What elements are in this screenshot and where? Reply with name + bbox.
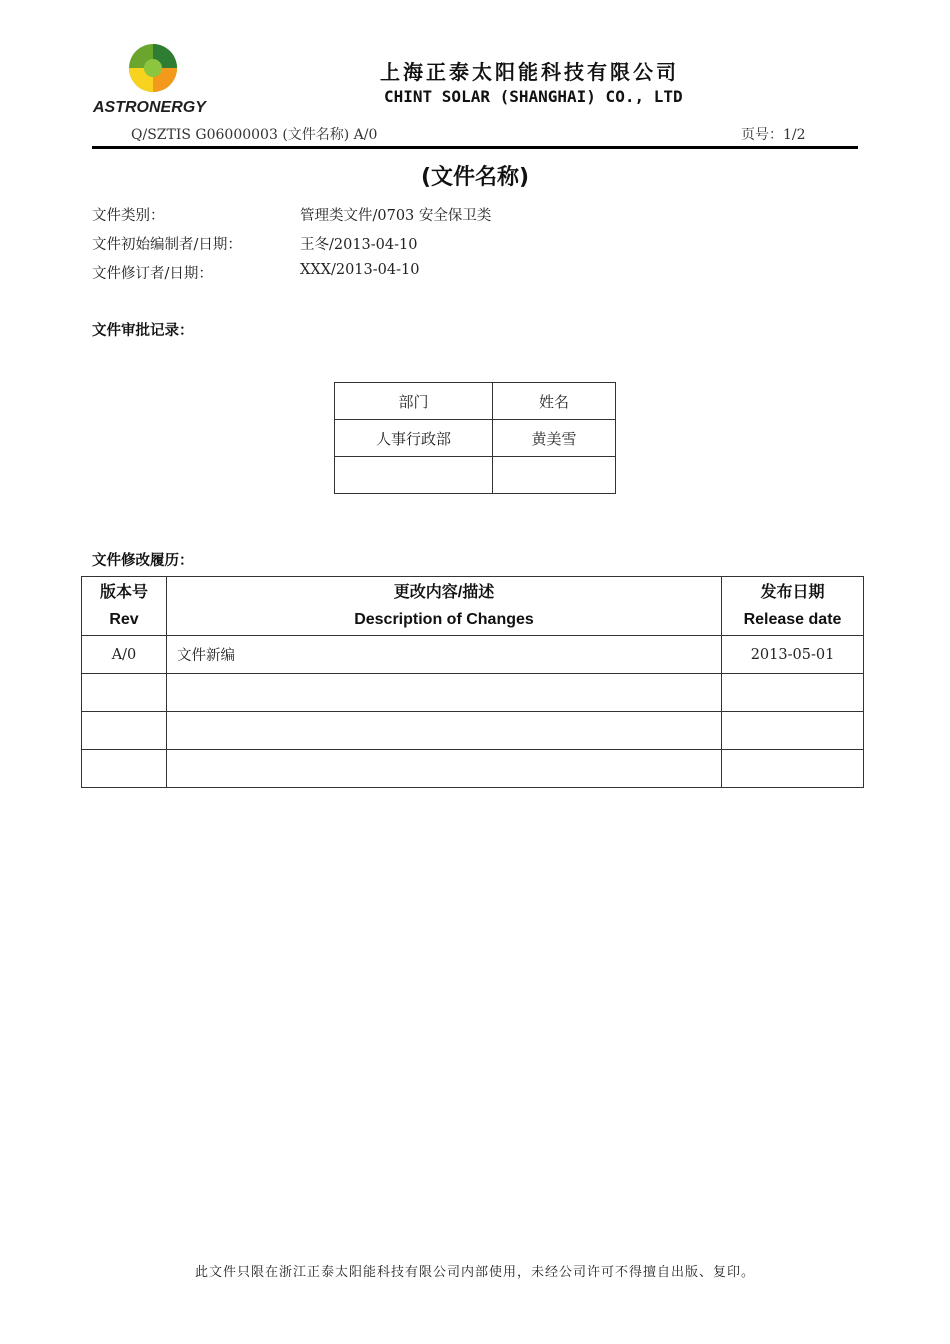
- meta-reviser-label: 文件修订者/日期：: [92, 266, 213, 282]
- meta-category-value: 管理类文件/0703 安全保卫类: [300, 208, 492, 224]
- confidentiality-footer: 此文件只限在浙江正泰太阳能科技有限公司内部使用，未经公司许可不得擅自出版、复印。: [194, 1265, 755, 1280]
- history-header-date: [722, 577, 864, 636]
- table-row: [82, 750, 864, 788]
- history-cell-description: [167, 750, 722, 788]
- header-en: Release date: [743, 611, 842, 628]
- company-name-cn: 上海正泰太阳能科技有限公司: [380, 60, 679, 84]
- approval-header-dept: 部门: [335, 383, 493, 420]
- history-cell-rev: [82, 674, 167, 712]
- approval-cell: [493, 457, 616, 494]
- header-en: Rev: [109, 611, 139, 628]
- table-row: [82, 674, 864, 712]
- approval-cell: [335, 457, 493, 494]
- approval-section-title: 文件审批记录：: [92, 323, 194, 339]
- company-name-en: CHINT SOLAR (SHANGHAI) CO., LTD: [384, 87, 683, 106]
- approval-table: [334, 382, 616, 494]
- page-number: 页号：1/2: [741, 127, 806, 143]
- history-cell-rev: [82, 712, 167, 750]
- history-cell-description: [167, 712, 722, 750]
- header-cn: 更改内容/描述: [393, 584, 495, 601]
- history-cell-date: [722, 674, 864, 712]
- history-header-description: [167, 577, 722, 636]
- table-row: [335, 457, 616, 494]
- history-section-title: 文件修改履历：: [92, 553, 194, 569]
- table-header-row: [335, 383, 616, 420]
- table-row: [82, 636, 864, 674]
- history-cell-rev: [82, 750, 167, 788]
- history-cell-date: [722, 712, 864, 750]
- header-cn: 版本号: [99, 584, 148, 601]
- history-cell-description: 文件新编: [167, 636, 722, 674]
- history-cell-rev: A/0: [82, 636, 167, 674]
- history-header-rev: [82, 577, 167, 636]
- meta-category-label: 文件类别：: [92, 208, 165, 224]
- header-divider: [92, 146, 858, 149]
- meta-author-value: 王冬/2013-04-10: [300, 237, 418, 253]
- history-cell-description: [167, 674, 722, 712]
- header-en: Description of Changes: [354, 611, 534, 628]
- document-code: Q/SZTIS G06000003 (文件名称) A/0: [131, 127, 378, 143]
- table-row: [335, 420, 616, 457]
- header-cn: 发布日期: [760, 584, 825, 601]
- approval-cell: 黄美雪: [493, 420, 616, 457]
- history-cell-date: [722, 750, 864, 788]
- logo-text: ASTRONERGY: [93, 99, 206, 116]
- table-row: [82, 712, 864, 750]
- document-title: (文件名称): [420, 165, 530, 190]
- approval-cell: 人事行政部: [335, 420, 493, 457]
- table-header-row: [82, 577, 864, 636]
- history-cell-date: 2013-05-01: [722, 636, 864, 674]
- revision-history-table: [81, 576, 864, 788]
- approval-header-name: 姓名: [493, 383, 616, 420]
- meta-reviser-value: XXX/2013-04-10: [300, 262, 420, 278]
- meta-author-label: 文件初始编制者/日期：: [92, 237, 242, 253]
